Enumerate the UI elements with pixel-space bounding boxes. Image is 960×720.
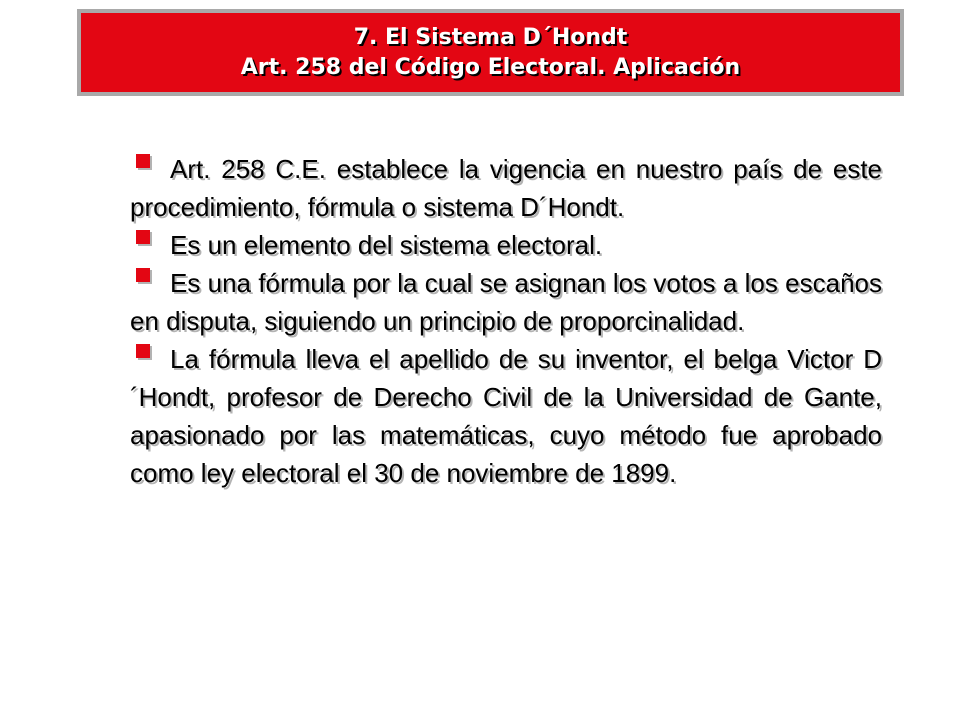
bullet-item bbox=[130, 150, 882, 226]
slide-subtitle: Art. 258 del Código Electoral. Aplicación bbox=[240, 54, 741, 80]
slide-title-banner bbox=[77, 9, 904, 96]
square-bullet-icon bbox=[136, 230, 150, 244]
square-bullet-icon bbox=[136, 268, 150, 282]
bullet-text: Art. 258 C.E. establece la vigencia en nuestro país de este procedimiento, fórmula o sistema D´Hondt. bbox=[130, 154, 882, 222]
bullet-text: Es un elemento del sistema electoral. bbox=[170, 230, 603, 260]
bullet-text: Es una fórmula por la cual se asignan los votos a los escaños en disputa, siguiendo un principio de proporcinalidad. bbox=[130, 268, 882, 336]
square-bullet-icon bbox=[136, 154, 150, 168]
square-bullet-icon bbox=[136, 344, 150, 358]
bullet-text: La fórmula lleva el apellido de su inventor, el belga Victor D´Hondt, profesor de Derecho Civil de la Universidad de Gante, apasionado por las matemáticas, cuyo método fue aprobado como ley electoral el 30 de noviembre de 1899. bbox=[130, 344, 882, 488]
slide-title: 7. El Sistema D´Hondt bbox=[353, 24, 628, 50]
bullet-item bbox=[130, 340, 882, 492]
bullet-list bbox=[130, 150, 882, 492]
bullet-item bbox=[130, 264, 882, 340]
bullet-item bbox=[130, 226, 882, 264]
